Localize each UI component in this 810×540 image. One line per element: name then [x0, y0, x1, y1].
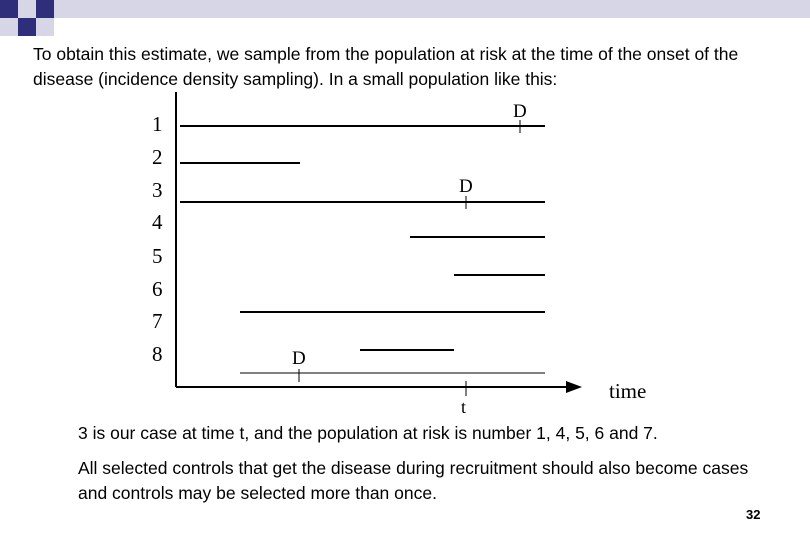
event-marker: D: [513, 101, 527, 122]
controls-statement: All selected controls that get the disease during recruitment should also become cases and controls may be selected more than once.: [78, 458, 749, 503]
x-axis-label: time: [609, 379, 647, 403]
row-label: 6: [152, 277, 163, 301]
time-t-label: t: [461, 397, 467, 417]
row-label: 3: [152, 178, 163, 202]
row-label: 5: [152, 244, 163, 268]
intro-text: To obtain this estimate, we sample from the population at risk at the time of the onset of the disease (incidence density sampling). In a small population like this:: [33, 44, 739, 89]
case-statement: 3 is our case at time t, and the population at risk is number 1, 4, 5, 6 and 7.: [78, 423, 658, 443]
row-label: 2: [152, 145, 163, 169]
x-axis-arrowhead: [566, 381, 582, 393]
row-label: 4: [152, 210, 163, 234]
row-label: 8: [152, 342, 163, 366]
page-number: 32: [746, 507, 761, 522]
event-marker: D: [459, 176, 473, 197]
row-label: 1: [152, 112, 163, 136]
event-marker: D: [292, 348, 306, 369]
row-label: 7: [152, 309, 163, 333]
